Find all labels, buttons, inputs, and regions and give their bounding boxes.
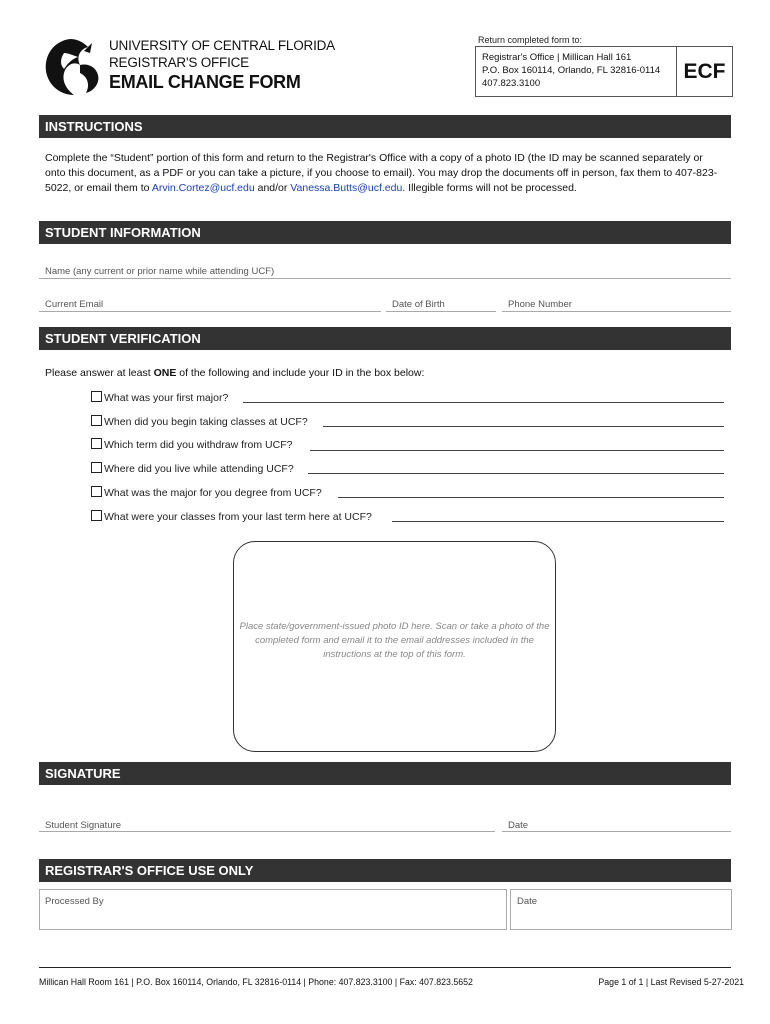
name-field[interactable] (39, 278, 731, 279)
form-code: ECF (683, 59, 726, 83)
question-checkbox[interactable] (91, 462, 102, 473)
photo-id-instructions: Place state/government-issued photo ID here. Scan or take a photo of the completed form and email it to the email addresses included in the instructions at the top of this form. (239, 621, 550, 660)
return-address-box (475, 46, 733, 97)
answer-line[interactable] (323, 426, 724, 427)
office-use-heading: REGISTRAR'S OFFICE USE ONLY (39, 859, 731, 882)
question-item: Which term did you withdraw from UCF? (91, 438, 292, 451)
ucf-pegasus-logo (40, 35, 104, 99)
office-date-label: Date (517, 896, 538, 907)
question-checkbox[interactable] (91, 391, 102, 402)
question-item: When did you begin taking classes at UCF? (91, 415, 308, 428)
answer-line[interactable] (243, 402, 724, 403)
processed-by-label: Processed By (45, 896, 104, 907)
processed-by-field[interactable] (39, 889, 507, 930)
return-line: P.O. Box 160114, Orlando, FL 32816-0114 (482, 65, 661, 76)
instructions-heading: INSTRUCTIONS (39, 115, 731, 138)
question-item: What was your first major? (91, 391, 228, 404)
phone-label: Phone Number (508, 299, 572, 310)
signature-field[interactable] (39, 831, 495, 832)
question-checkbox[interactable] (91, 510, 102, 521)
dob-label: Date of Birth (392, 299, 445, 310)
footer-page-info: Page 1 of 1 | Last Revised 5-27-2021 (598, 977, 744, 987)
university-name: UNIVERSITY OF CENTRAL FLORIDA (109, 38, 335, 53)
signature-date-label: Date (508, 820, 529, 831)
answer-line[interactable] (310, 450, 724, 451)
signature-heading: SIGNATURE (39, 762, 731, 785)
verification-heading: STUDENT VERIFICATION (39, 327, 731, 350)
phone-field[interactable] (502, 311, 731, 312)
question-checkbox[interactable] (91, 486, 102, 497)
email-link-vanessa[interactable]: Vanessa.Butts@ucf.edu (290, 182, 403, 194)
footer-address: Millican Hall Room 161 | P.O. Box 160114, Orlando, FL 32816-0114 | Phone: 407.823.3100 | Fax: 407.823.5652 (39, 977, 473, 987)
verification-prompt: Please answer at least ONE of the following and include your ID in the box below: (45, 367, 425, 379)
dob-field[interactable] (386, 311, 496, 312)
instructions-text: Complete the “Student” portion of this form and return to the Registrar's Office with a copy of a photo ID (the ID may be scanned separately or onto this document, as a PDF or you can take a picture, if you choose to email). You may drop the documents off in person, fax them to 407-823-5022, or email them to Arvin.Cortez@ucf.edu and/or Vanessa.Butts@ucf.edu. Illegible forms will not be processed. (45, 152, 718, 194)
email-label: Current Email (45, 299, 104, 310)
answer-line[interactable] (308, 473, 724, 474)
question-checkbox[interactable] (91, 415, 102, 426)
photo-id-box[interactable] (233, 541, 556, 752)
answer-line[interactable] (338, 497, 724, 498)
signature-label: Student Signature (45, 820, 122, 831)
question-item: Where did you live while attending UCF? (91, 462, 294, 475)
return-line: 407.823.3100 (482, 78, 541, 89)
student-info-heading: STUDENT INFORMATION (39, 221, 731, 244)
question-item: What was the major for you degree from UCF? (91, 486, 322, 499)
question-item: What were your classes from your last term here at UCF? (91, 510, 372, 523)
return-label: Return completed form to: (478, 35, 583, 45)
office-name: REGISTRAR'S OFFICE (109, 55, 249, 70)
email-link-arvin[interactable]: Arvin.Cortez@ucf.edu (151, 182, 255, 194)
office-date-field[interactable] (510, 889, 732, 930)
form-title: EMAIL CHANGE FORM (109, 72, 301, 92)
return-line: Registrar's Office | Millican Hall 161 (482, 52, 632, 63)
signature-date-field[interactable] (502, 831, 731, 832)
footer-divider (39, 967, 731, 968)
answer-line[interactable] (392, 521, 724, 522)
email-field[interactable] (39, 311, 381, 312)
name-label: Name (any current or prior name while attending UCF) (45, 266, 275, 277)
question-checkbox[interactable] (91, 438, 102, 449)
